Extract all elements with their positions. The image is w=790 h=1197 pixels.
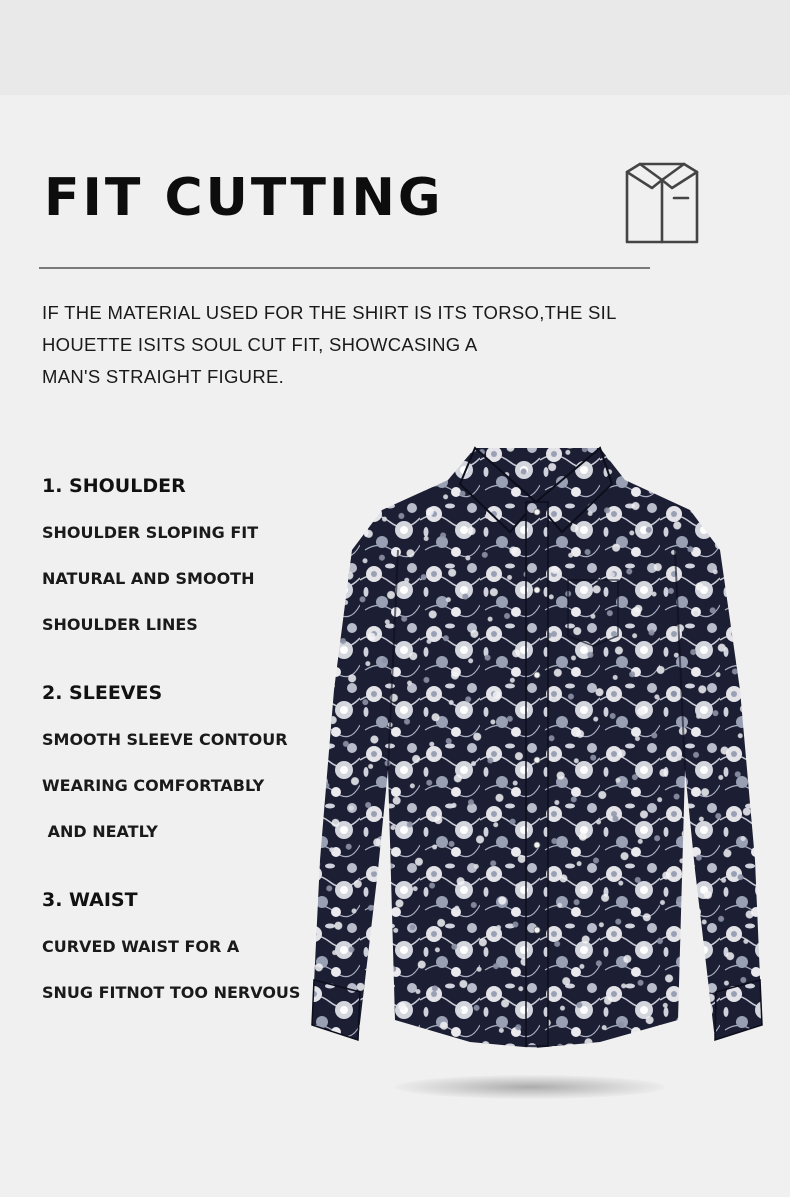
waist-heading: 3. WAIST bbox=[42, 889, 138, 911]
shoulder-line: NATURAL AND SMOOTH bbox=[42, 569, 255, 588]
waist-line: CURVED WAIST FOR A bbox=[42, 937, 240, 956]
intro-line: HOUETTE ISITS SOUL CUT FIT, SHOWCASING A bbox=[42, 334, 478, 355]
product-shadow bbox=[395, 1075, 665, 1099]
shoulder-heading: 1. SHOULDER bbox=[42, 475, 186, 497]
shoulder-line: SHOULDER LINES bbox=[42, 615, 198, 634]
intro-line: IF THE MATERIAL USED FOR THE SHIRT IS ITS TORSO,THE SIL bbox=[42, 302, 617, 323]
top-band bbox=[0, 0, 790, 95]
floral-shirt-image bbox=[300, 440, 770, 1050]
sleeves-line: SMOOTH SLEEVE CONTOUR bbox=[42, 730, 288, 749]
intro-paragraph bbox=[42, 297, 682, 393]
intro-line: MAN'S STRAIGHT FIGURE. bbox=[42, 366, 285, 387]
waist-line: SNUG FITNOT TOO NERVOUS bbox=[42, 983, 301, 1002]
sleeves-line: WEARING COMFORTABLY bbox=[42, 776, 265, 795]
sleeves-line: AND NEATLY bbox=[42, 822, 158, 841]
shoulder-line: SHOULDER SLOPING FIT bbox=[42, 523, 259, 542]
title-divider bbox=[39, 267, 650, 269]
shirt-outline-icon bbox=[622, 158, 702, 248]
sleeves-heading: 2. SLEEVES bbox=[42, 682, 163, 704]
page-title: FIT CUTTING bbox=[44, 168, 444, 228]
